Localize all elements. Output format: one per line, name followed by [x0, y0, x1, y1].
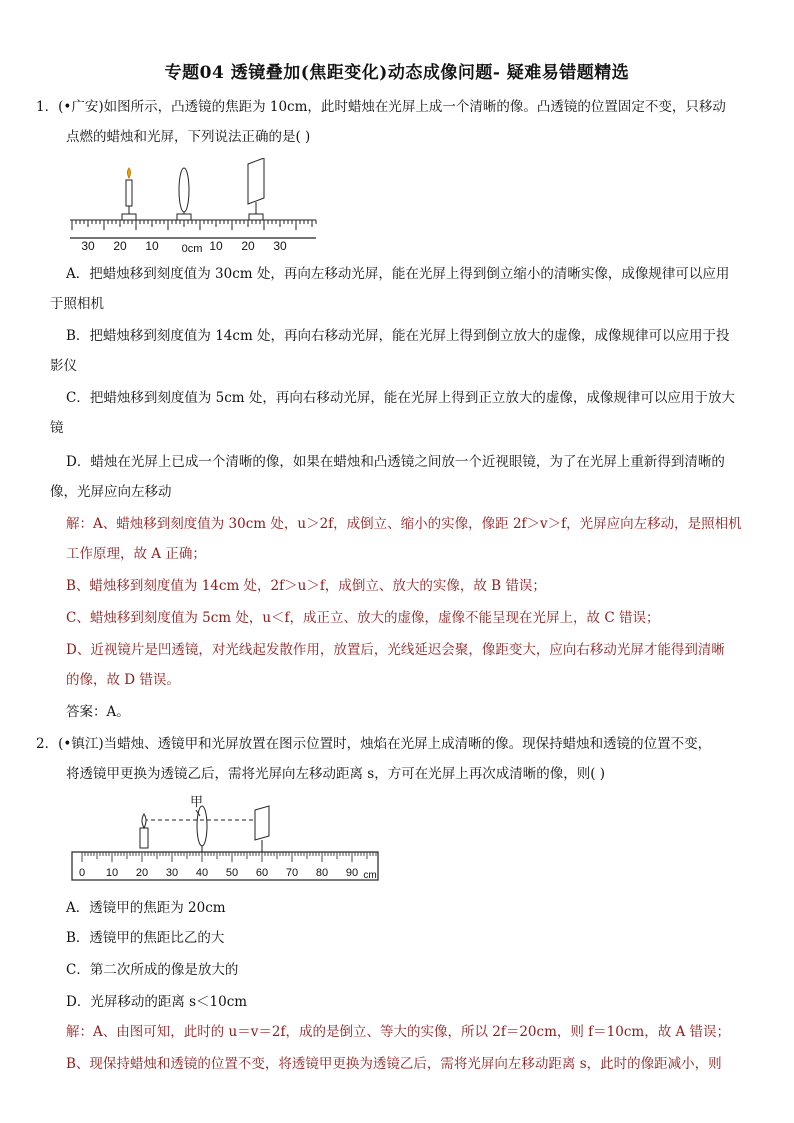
q1-solution-c: C、蜡烛移到刻度值为 5cm 处，u＜f，成正立、放大的虚像，虚像不能呈现在光屏上，故 C 错误； — [66, 610, 660, 626]
q2-stem-line2: 将透镜甲更换为透镜乙后，需将光屏向左移动距离 s，方可在光屏上再次成清晰的像，则( ) — [66, 766, 606, 782]
q1-option-a-line1: A．把蜡烛移到刻度值为 30cm 处，再向左移动光屏，能在光屏上得到倒立缩小的清晰实像，成像规律可以应用 — [66, 266, 730, 282]
page-title: 专题04 透镜叠加(焦距变化)动态成像问题- 疑难易错题精选 — [164, 63, 630, 83]
ruler-label: 10 — [105, 867, 119, 879]
q1-ruler-labels — [81, 239, 287, 254]
q1-option-a-line2: 于照相机 — [50, 296, 104, 312]
q1-option-d-line1: D．蜡烛在光屏上已成一个清晰的像，如果在蜡烛和凸透镜之间放一个近视眼镜，为了在光屏上重新得到清晰的 — [66, 454, 725, 470]
q1-solution-d-line1: D、近视镜片是凹透镜，对光线起发散作用，放置后，光线延迟会聚，像距变大，应向右移动光屏才能得到清晰 — [66, 642, 725, 658]
ruler-label: 20 — [113, 239, 127, 253]
q1-ruler — [70, 220, 316, 238]
q1-option-d-line2: 像，光屏应向左移动 — [50, 484, 172, 500]
ruler-label: 10 — [209, 239, 223, 253]
q2-optical-bench-figure — [66, 792, 386, 884]
ruler-label: 70 — [285, 867, 299, 879]
q2-solution-b: B、现保持蜡烛和透镜的位置不变，将透镜甲更换为透镜乙后，需将光屏向左移动距离 s，此时的像距减小，则 — [66, 1056, 722, 1072]
lens-icon — [197, 806, 207, 852]
q1-option-c-line1: C．把蜡烛移到刻度值为 5cm 处，再向右移动光屏，能在光屏上得到正立放大的虚像，成像规律可以应用于放大 — [66, 390, 735, 406]
ruler-label: 20 — [135, 867, 149, 879]
ruler-label: 90 — [345, 867, 359, 879]
ruler-label: 0cm — [181, 243, 203, 254]
q2-option-b: B．透镜甲的焦距比乙的大 — [66, 930, 225, 946]
lens-label-jia: 甲 — [190, 794, 204, 809]
ruler-label: 0 — [78, 867, 86, 879]
q1-solution-a-line2: 工作原理，故 A 正确； — [66, 546, 206, 562]
ruler-label: 80 — [315, 867, 329, 879]
ruler-unit: cm — [363, 870, 377, 881]
screen-icon — [255, 806, 269, 852]
lens-icon — [177, 168, 191, 220]
q1-solution-d-line2: 的像，故 D 错误。 — [66, 672, 180, 688]
q2-solution-a: 解：A、由图可知，此时的 u＝v＝2f，成的是倒立、等大的实像，所以 2f＝20cm，则 f＝10cm，故 A 错误； — [66, 1024, 731, 1040]
ruler-label: 30 — [165, 867, 179, 879]
ruler-label: 50 — [225, 867, 239, 879]
q2-option-d: D．光屏移动的距离 s＜10cm — [66, 994, 248, 1010]
q1-option-b-line1: B．把蜡烛移到刻度值为 14cm 处，再向右移动光屏，能在光屏上得到倒立放大的虚像，成像规律可以应用于投 — [66, 328, 730, 344]
ruler-label: 30 — [273, 239, 287, 253]
q2-stem-line1: 2．(•镇江)当蜡烛、透镜甲和光屏放置在图示位置时，烛焰在光屏上成清晰的像。现保持蜡烛和透镜的位置不变， — [36, 736, 712, 752]
q2-option-a: A．透镜甲的焦距为 20cm — [66, 900, 226, 916]
q2-option-c: C．第二次所成的像是放大的 — [66, 962, 239, 978]
ruler-label: 20 — [241, 239, 255, 253]
q1-stem-line2: 点燃的蜡烛和光屏，下列说法正确的是( ) — [66, 129, 311, 145]
q1-stem-line1: 1．(•广安)如图所示，凸透镜的焦距为 10cm，此时蜡烛在光屏上成一个清晰的像。凸透镜的位置固定不变，只移动 — [36, 99, 726, 115]
q1-optical-bench-figure — [66, 158, 322, 254]
q1-answer: 答案：A。 — [66, 704, 130, 720]
ruler-label: 10 — [145, 239, 159, 253]
q1-solution-a-line1: 解：A、蜡烛移到刻度值为 30cm 处，u＞2f，成倒立、缩小的实像，像距 2f＞v＞f，光屏应向左移动，是照相机 — [66, 516, 742, 532]
q1-solution-b: B、蜡烛移到刻度值为 14cm 处，2f＞u＞f，成倒立、放大的实像，故 B 错误； — [66, 578, 546, 594]
q1-option-c-line2: 镜 — [50, 420, 64, 436]
candle-icon — [140, 814, 148, 848]
screen-icon — [248, 158, 264, 220]
ruler-label: 30 — [81, 239, 95, 253]
candle-icon — [122, 168, 136, 220]
ruler-label: 60 — [255, 867, 269, 879]
q1-option-b-line2: 影仪 — [50, 358, 77, 374]
ruler-label: 40 — [195, 867, 209, 879]
